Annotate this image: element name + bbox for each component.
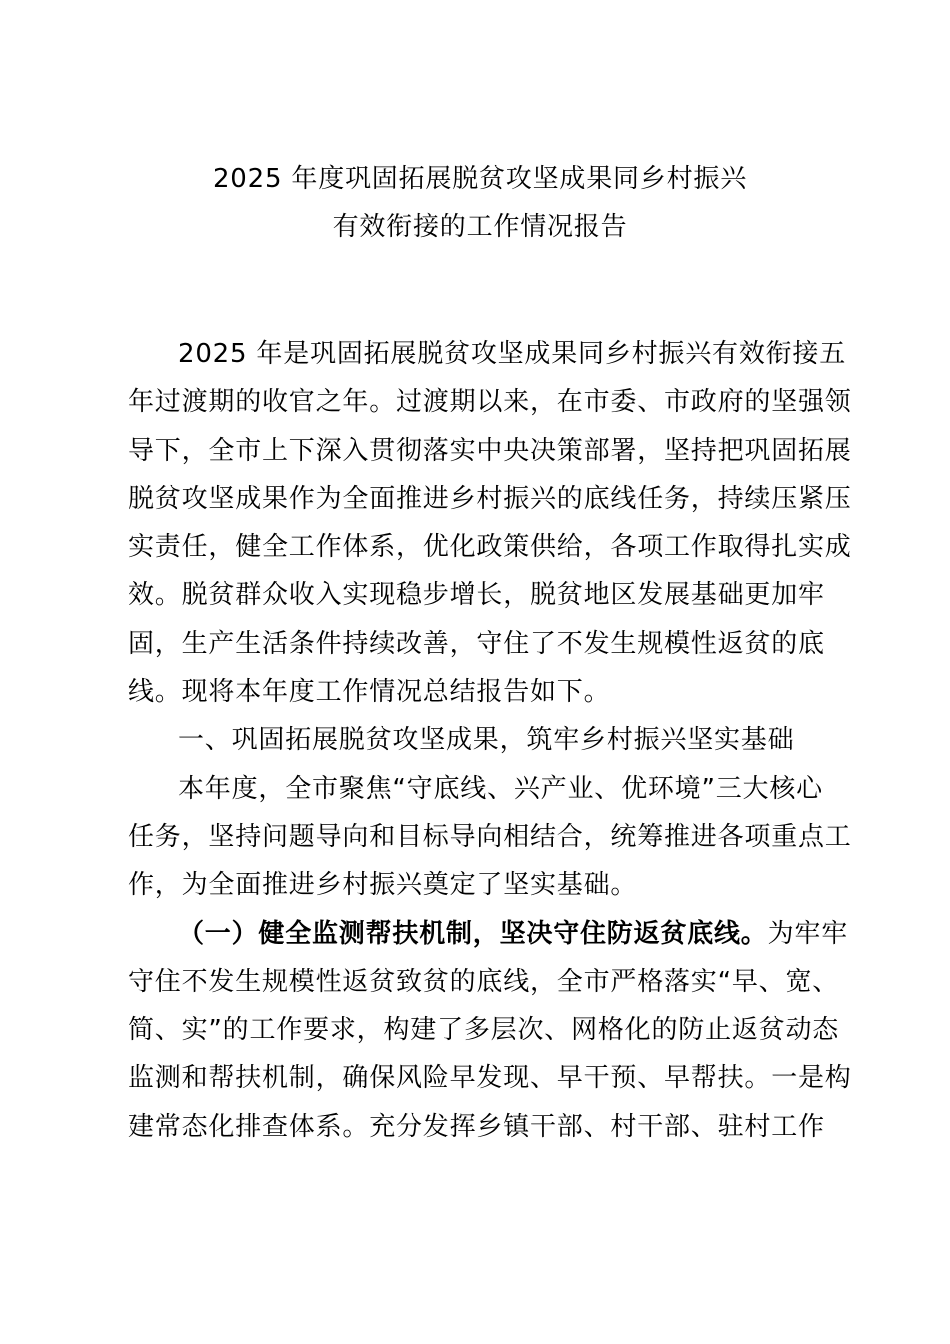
intro-paragraph-line: 实责任，健全工作体系，优化政策供给，各项工作取得扎实成 [128, 532, 852, 563]
intro-paragraph-line: 年过渡期的收官之年。过渡期以来，在市委、市政府的坚强领 [128, 387, 852, 418]
intro-paragraph-line: 线。现将本年度工作情况总结报告如下。 [128, 677, 611, 708]
subsection-1-text: 为牢牢 [767, 918, 849, 949]
intro-paragraph-line: 脱贫攻坚成果作为全面推进乡村振兴的底线任务，持续压紧压 [128, 483, 852, 514]
subsection-1-paragraph-line: 简、实”的工作要求，构建了多层次、网格化的防止返贫动态 [128, 1015, 840, 1046]
section-heading-1: 一、巩固拓展脱贫攻坚成果，筑牢乡村振兴坚实基础 [178, 725, 795, 756]
title-line-1: 2025 年度巩固拓展脱贫攻坚成果同乡村振兴 [212, 164, 748, 194]
section-1-paragraph-line: 作，为全面推进乡村振兴奠定了坚实基础。 [128, 870, 638, 901]
section-1-paragraph-line: 本年度，全市聚焦“守底线、兴产业、优环境”三大核心 [178, 773, 823, 804]
title-line-2: 有效衔接的工作情况报告 [332, 212, 628, 243]
document-body [128, 330, 852, 1151]
intro-paragraph-line: 固，生产生活条件持续改善，守住了不发生规模性返贫的底 [128, 628, 825, 659]
intro-paragraph-line: 效。脱贫群众收入实现稳步增长，脱贫地区发展基础更加牢 [128, 580, 825, 611]
section-1-paragraph-line: 任务，坚持问题导向和目标导向相结合，统筹推进各项重点工 [128, 821, 852, 852]
intro-paragraph-line: 导下，全市上下深入贯彻落实中央决策部署，坚持把巩固拓展 [128, 435, 852, 466]
subsection-1-paragraph-line: 建常态化排查体系。充分发挥乡镇干部、村干部、驻村工作 [128, 1111, 825, 1142]
intro-paragraph-line: 2025 年是巩固拓展脱贫攻坚成果同乡村振兴有效衔接五 [178, 339, 847, 369]
document-title [100, 155, 860, 252]
subsection-heading-1: （一）健全监测帮扶机制，坚决守住防返贫底线。 [178, 918, 768, 949]
subsection-1-paragraph-line: 监测和帮扶机制，确保风险早发现、早干预、早帮扶。一是构 [128, 1063, 852, 1094]
subsection-1-paragraph-line [128, 910, 849, 958]
subsection-1-paragraph-line: 守住不发生规模性返贫致贫的底线，全市严格落实“早、宽、 [128, 966, 840, 997]
